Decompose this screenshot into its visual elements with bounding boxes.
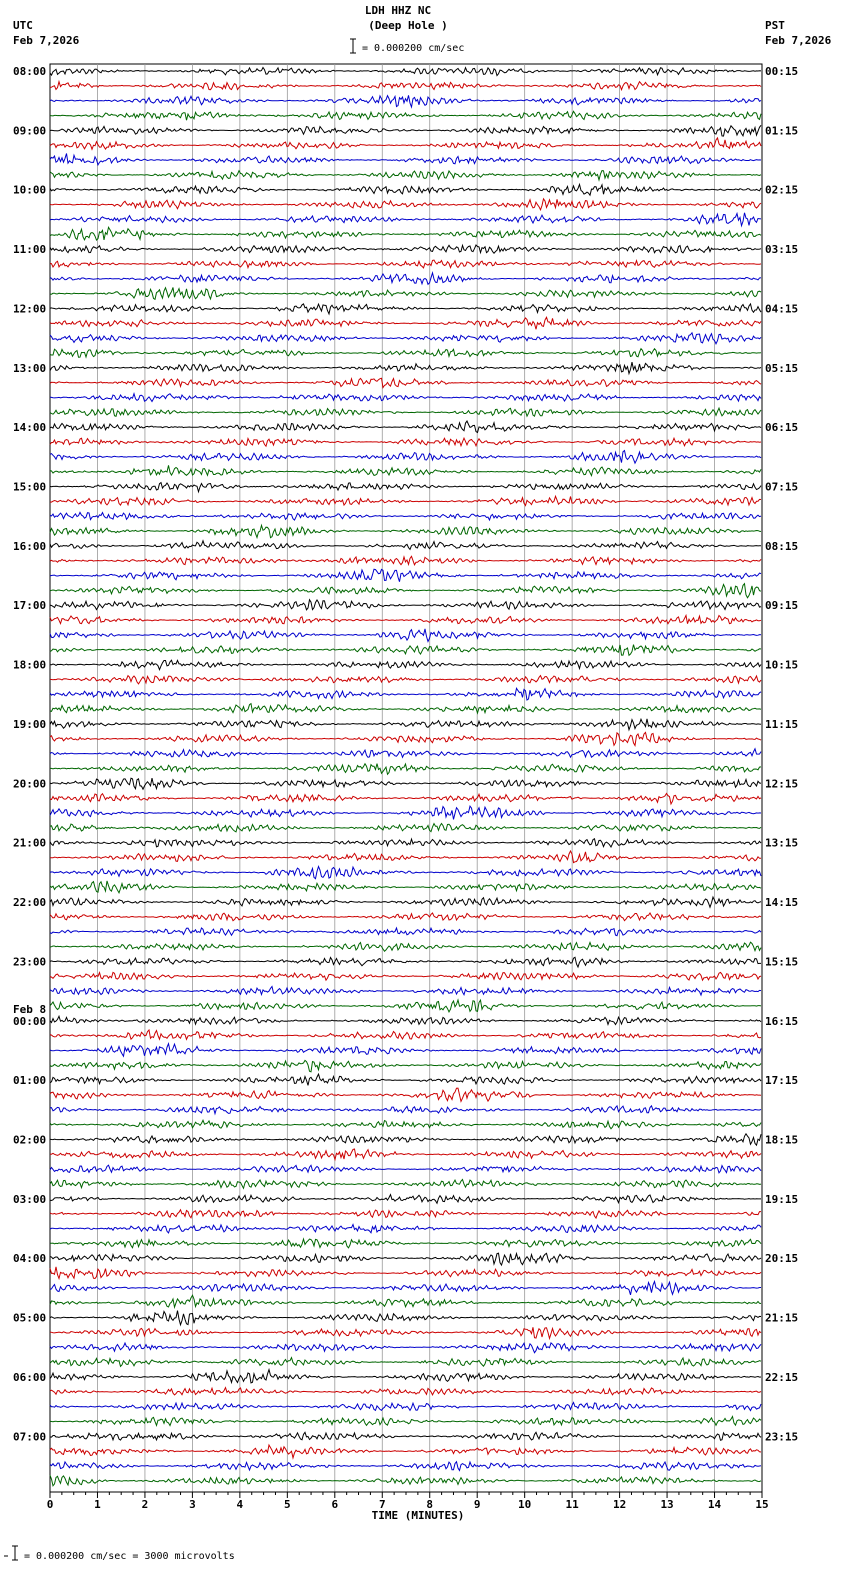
seismic-trace [50,556,761,565]
left-time-label: 17:00 [13,599,47,613]
seismic-trace [50,806,761,819]
seismic-trace [50,1267,761,1279]
seismic-trace [50,616,761,624]
seismic-trace [50,1225,761,1233]
seismic-trace [50,1358,761,1367]
scale-label: = 0.000200 cm/sec [362,43,465,54]
seismic-trace [50,676,761,684]
seismic-trace [50,199,761,210]
right-timezone: PST [765,19,785,32]
right-time-labels [765,65,798,1443]
right-time-label: 08:15 [765,539,799,553]
left-time-label: 23:00 [13,955,47,969]
seismic-trace [50,512,761,520]
seismic-trace [50,987,761,996]
seismic-trace [50,95,761,107]
seismic-trace [50,913,761,921]
seismic-trace [50,184,761,195]
seismic-trace [50,1044,761,1057]
seismic-trace [50,213,761,226]
seismic-trace [50,125,761,136]
date-change-label: Feb 8 [13,1002,47,1016]
left-time-label: 11:00 [13,243,47,257]
seismic-trace [50,645,761,656]
seismic-trace [50,1088,761,1101]
seismic-trace [50,1134,761,1145]
footer-scale-note: = 0.000200 cm/sec = 3000 microvolts [24,1551,235,1562]
seismic-trace [50,1074,761,1085]
seismic-trace [50,260,761,268]
seismic-trace [50,1239,761,1248]
trace-group [50,68,761,1486]
seismic-trace [50,600,761,610]
seismic-trace [50,1165,761,1173]
left-time-label: 03:00 [13,1192,47,1206]
seismic-trace [50,1311,761,1325]
left-time-label: 12:00 [13,302,47,316]
seismic-trace [50,483,761,492]
x-tick-label: 9 [473,1498,481,1511]
right-time-label: 13:15 [765,836,799,850]
seismic-trace [50,304,761,314]
seismic-trace [50,438,761,446]
right-time-label: 02:15 [765,183,799,197]
x-tick-label: 14 [707,1498,722,1511]
seismic-trace [50,897,761,907]
seismic-trace [50,1016,761,1024]
right-time-label: 06:15 [765,421,799,435]
seismic-trace [50,584,761,598]
seismic-trace [50,569,761,582]
seismic-trace [50,154,761,165]
seismic-trace [50,688,761,700]
seismic-trace [50,273,761,284]
seismic-trace [50,1462,761,1471]
seismic-trace [50,867,761,879]
left-time-label: 08:00 [13,65,47,78]
left-time-label: 10:00 [13,183,47,197]
right-time-label: 10:15 [765,658,799,672]
seismic-trace [50,839,761,847]
right-time-label: 23:15 [765,1430,799,1444]
seismic-trace [50,1403,761,1411]
seismic-trace [50,362,761,374]
seismic-trace [50,957,761,967]
x-tick-label: 12 [612,1498,627,1511]
seismic-trace [50,378,761,387]
seismic-trace [50,525,761,537]
seismic-trace [50,881,761,893]
right-time-label: 14:15 [765,896,799,910]
footer-scale-bar-icon [4,1546,18,1560]
seismic-trace [50,1060,761,1071]
left-time-label: 18:00 [13,658,47,672]
right-time-label: 09:15 [765,599,799,613]
seismic-trace [50,660,761,669]
seismic-trace [50,68,761,76]
right-time-label: 05:15 [765,361,799,375]
x-tick-label: 4 [236,1498,244,1511]
seismic-trace [50,541,761,550]
right-time-label: 01:15 [765,124,799,138]
left-time-label: 00:00 [13,1014,47,1028]
left-time-label: 06:00 [13,1370,47,1384]
seismic-trace [50,629,761,642]
left-time-label: 04:00 [13,1252,47,1266]
right-time-label: 04:15 [765,302,799,316]
seismic-trace [50,1120,761,1129]
seismic-trace [50,138,761,149]
seismic-trace [50,451,761,464]
seismic-trace [50,1343,761,1353]
seismic-trace [50,1195,761,1204]
seismic-trace [50,1000,761,1012]
seismic-trace [50,287,761,299]
seismic-trace [50,171,761,180]
right-time-label: 15:15 [765,955,799,969]
seismic-trace [50,1106,761,1114]
seismic-trace [50,227,761,240]
left-time-label: 02:00 [13,1133,47,1147]
seismic-trace [50,1030,761,1039]
seismic-trace [50,1210,761,1218]
seismic-trace [50,732,761,745]
seismic-trace [50,421,761,433]
seismic-trace [50,465,761,475]
seismic-trace [50,1475,761,1486]
x-tick-label: 2 [141,1498,149,1511]
station-title: LDH HHZ NC [364,4,432,17]
right-time-label: 12:15 [765,777,799,791]
right-time-label: 18:15 [765,1133,799,1147]
seismic-trace [50,942,761,951]
seismic-trace [50,719,761,730]
seismic-trace [50,408,761,416]
seismic-trace [50,1327,761,1338]
seismic-trace [50,245,761,253]
x-tick-label: 1 [94,1498,101,1511]
seismic-trace [50,1180,761,1189]
left-time-label: 21:00 [13,836,47,850]
seismic-trace [50,1417,761,1426]
x-tick-label: 8 [426,1498,434,1511]
right-time-label: 19:15 [765,1192,799,1206]
left-time-label: 15:00 [13,480,47,494]
seismic-trace [50,1388,761,1395]
seismic-trace [50,1282,761,1295]
left-time-label: 01:00 [13,1074,47,1088]
x-tick-label: 0 [46,1498,54,1511]
right-time-label: 07:15 [765,480,799,494]
left-time-label: 09:00 [13,124,47,138]
seismic-trace [50,1295,761,1307]
seismic-trace [50,333,761,344]
left-date: Feb 7,2026 [13,34,80,47]
scale-bar-icon [350,39,356,53]
seismic-trace [50,1253,761,1265]
right-date: Feb 7,2026 [765,34,832,47]
x-tick-label: 11 [565,1498,579,1511]
left-time-label: 16:00 [13,539,47,553]
seismic-trace [50,1370,761,1383]
x-tick-label: 7 [378,1498,386,1511]
left-time-label: 07:00 [13,1430,47,1444]
left-time-labels [13,65,46,1443]
right-time-label: 20:15 [765,1252,799,1266]
seismic-trace [50,824,761,832]
left-time-label: 14:00 [13,421,47,435]
left-time-label: 05:00 [13,1311,47,1325]
seismic-trace [50,1149,761,1160]
seismic-trace [50,111,761,120]
seismic-trace [50,82,761,90]
seismic-trace [50,778,761,789]
x-tick-label: 6 [331,1498,339,1511]
seismic-trace [50,704,761,713]
seismic-trace [50,1445,761,1458]
left-timezone: UTC [13,19,33,32]
seismic-trace [50,972,761,980]
x-tick-label: 5 [284,1498,291,1511]
left-time-label: 19:00 [13,717,47,731]
left-time-label: 20:00 [13,777,47,791]
right-time-label: 21:15 [765,1311,799,1325]
right-time-label: 03:15 [765,243,799,257]
x-tick-label: 3 [189,1498,196,1511]
x-tick-label: 10 [518,1498,532,1511]
right-time-label: 17:15 [765,1074,799,1088]
right-time-label: 22:15 [765,1370,799,1384]
x-tick-label: 13 [660,1498,674,1511]
right-time-label: 16:15 [765,1014,799,1028]
seismic-trace [50,793,761,804]
seismic-trace [50,349,761,358]
seismic-trace [50,851,761,863]
x-tick-label: 15 [755,1498,769,1511]
left-time-label: 22:00 [13,896,47,910]
seismic-trace [50,496,761,505]
seismic-trace [50,317,761,329]
right-time-label: 11:15 [765,717,799,731]
seismic-trace [50,928,761,936]
seismic-trace [50,1432,761,1440]
seismic-trace [50,749,761,758]
x-axis-label: TIME (MINUTES) [371,1509,465,1522]
right-time-label: 00:15 [765,65,799,78]
seismic-trace [50,394,761,402]
left-time-label: 13:00 [13,361,47,375]
seismic-trace [50,764,761,775]
location-subtitle: (Deep Hole ) [368,19,448,32]
